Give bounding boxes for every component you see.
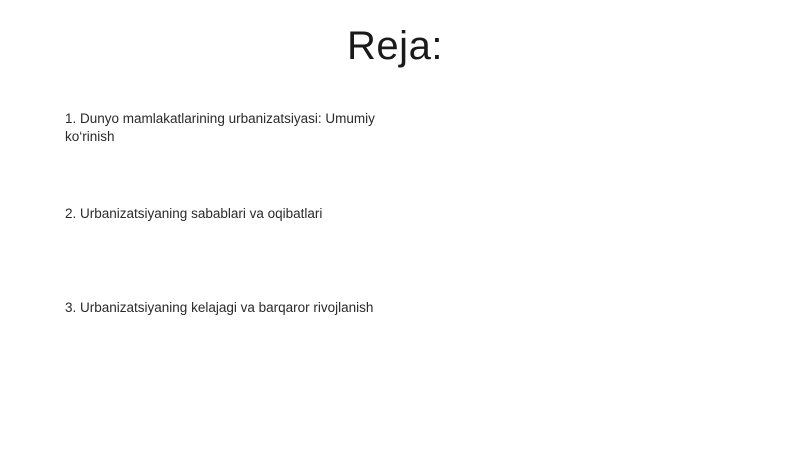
plan-item-1: 1. Dunyo mamlakatlarining urbanizatsiyasi: Umumiy ko‘rinish (65, 111, 375, 144)
plan-item-3: 3. Urbanizatsiyaning kelajagi va barqaror rivojlanish (65, 300, 374, 315)
slide-title: Reja: (347, 24, 443, 68)
plan-item-2: 2. Urbanizatsiyaning sabablari va oqibatlari (65, 206, 323, 221)
